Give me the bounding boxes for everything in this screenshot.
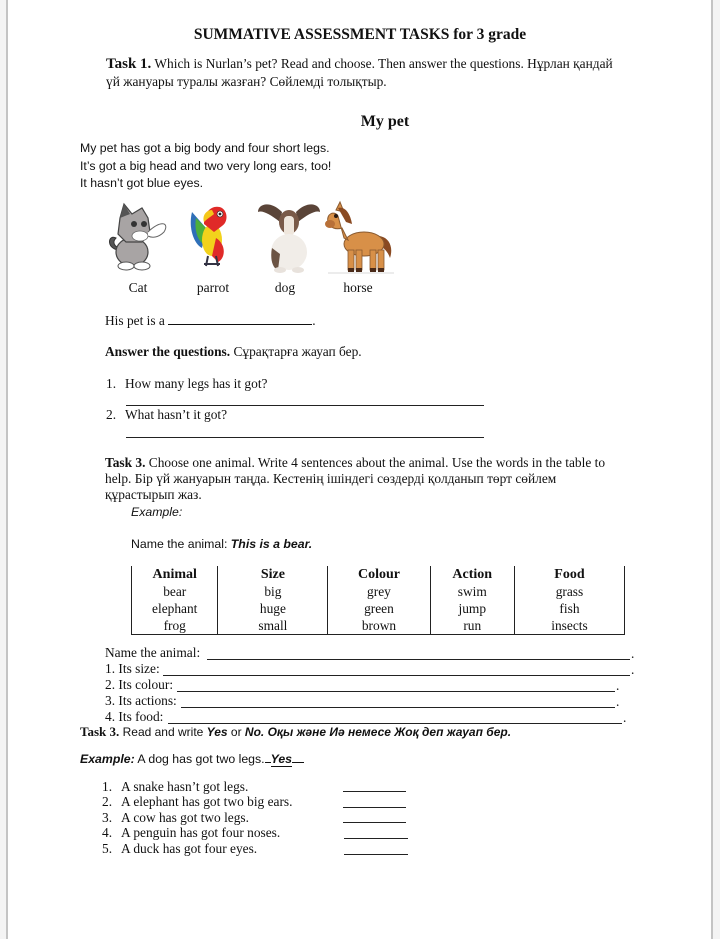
table-header: Food [514, 566, 624, 583]
his-pet-answer-blank[interactable] [168, 324, 312, 325]
question-1-answer-line[interactable] [126, 405, 484, 406]
fill-line-end: . [631, 662, 635, 677]
document-title: SUMMATIVE ASSESSMENT TASKS for 3 grade [193, 26, 527, 43]
his-pet-sentence: His pet is a . [105, 313, 316, 328]
task3-instructions: Task 3. Choose one animal. Write 4 sentences about the animal. Use the words in the table to help. Бір үй жануарын таңда. Кестенің ішіндегі сөздерді қолданып төрт сөйлем құрастырып жаз. [105, 455, 606, 502]
table-row [132, 583, 625, 600]
story-line: It’s got a big head and two very long ears, too! [80, 158, 332, 173]
table-header-row [132, 566, 625, 583]
table-row [132, 600, 625, 617]
statement-2-answer-line[interactable] [343, 807, 406, 808]
story-text [80, 140, 480, 193]
table-header: Action [430, 566, 514, 583]
table-cell: frog [132, 617, 218, 635]
story-line: My pet has got a big body and four short legs. [80, 141, 330, 155]
fill-line-end: . [631, 646, 635, 661]
table-header: Colour [328, 566, 430, 583]
question-2: 2. What hasn’t it got? [106, 407, 228, 422]
table-cell: brown [328, 617, 430, 635]
question-1: 1. How many legs has it got? [106, 376, 268, 391]
statement-item: 1. A snake hasn’t got legs. [102, 779, 249, 794]
fill-line-actions[interactable] [181, 707, 615, 708]
statement-item: 2. A elephant has got two big ears. [102, 794, 293, 810]
table-cell: run [430, 617, 514, 635]
cat-illustration [104, 198, 176, 276]
yes-no-example: Example: A dog has got two legs. Yes [80, 752, 304, 766]
statement-item: 5. A duck has got four eyes. [102, 840, 258, 856]
task3b-instructions: Task 3. Read and write Yes or No. Оқы және Иә немесе Жоқ деп жауап бер. [80, 724, 512, 739]
statement-item: 3. A cow has got two legs. [102, 809, 249, 825]
statement-3-answer-line[interactable] [343, 822, 406, 823]
fill-line-size[interactable] [163, 675, 630, 676]
animal-label-dog: dog [274, 280, 296, 295]
fill-line-name[interactable] [207, 659, 630, 660]
fill-line-colour[interactable] [177, 691, 615, 692]
fill-label-food: 4. Its food: [105, 709, 164, 724]
table-cell: huge [218, 600, 328, 617]
statement-item: 4. A penguin has got four noses. [102, 825, 281, 841]
table-cell: green [328, 600, 430, 617]
task1-text: Which is Nurlan’s pet? Read and choose. Then answer the questions. Нұрлан қандай үй жануары туралы жазған? Сөйлемді толықтыр. [106, 56, 613, 89]
task1-label: Task 1. [106, 56, 152, 72]
table-row [132, 617, 625, 635]
fill-line-end: . [623, 710, 627, 725]
fill-label-name: Name the animal: [105, 645, 201, 660]
fill-label-size: 1. Its size: [105, 661, 160, 676]
question-2-answer-line[interactable] [126, 437, 484, 438]
table-cell: insects [514, 617, 624, 635]
animal-label-parrot: parrot [196, 280, 230, 295]
parrot-illustration [186, 198, 236, 276]
table-cell: swim [430, 583, 514, 600]
table-cell: fish [514, 600, 624, 617]
word-table [131, 566, 625, 635]
questions-instruction: Answer the questions. Сұрақтарға жауап бер. [105, 344, 362, 359]
example-label: Example: [131, 505, 183, 519]
animal-label-cat: Cat [128, 280, 148, 295]
task1-instructions [106, 55, 626, 90]
story-line: It hasn’t got blue eyes. [80, 176, 204, 190]
statement-1-answer-line[interactable] [343, 791, 406, 792]
table-cell: elephant [132, 600, 218, 617]
table-cell: bear [132, 583, 218, 600]
story-heading: My pet [360, 113, 410, 130]
animal-label-horse: horse [343, 280, 373, 295]
table-cell: jump [430, 600, 514, 617]
table-header: Size [218, 566, 328, 583]
fill-line-end: . [616, 694, 620, 709]
table-cell: grass [514, 583, 624, 600]
fill-line-end: . [616, 678, 620, 693]
fill-label-actions: 3. Its actions: [105, 693, 177, 708]
statement-4-answer-line[interactable] [344, 838, 408, 839]
table-cell: grey [328, 583, 430, 600]
table-cell: big [218, 583, 328, 600]
example-sentence: Name the animal: This is a bear. [131, 537, 313, 551]
dog-illustration [256, 198, 322, 276]
statement-5-answer-line[interactable] [344, 854, 408, 855]
table-header: Animal [132, 566, 218, 583]
fill-label-colour: 2. Its colour: [105, 677, 174, 692]
horse-illustration [322, 198, 396, 276]
table-cell: small [218, 617, 328, 635]
yes-no-statements [102, 779, 292, 856]
